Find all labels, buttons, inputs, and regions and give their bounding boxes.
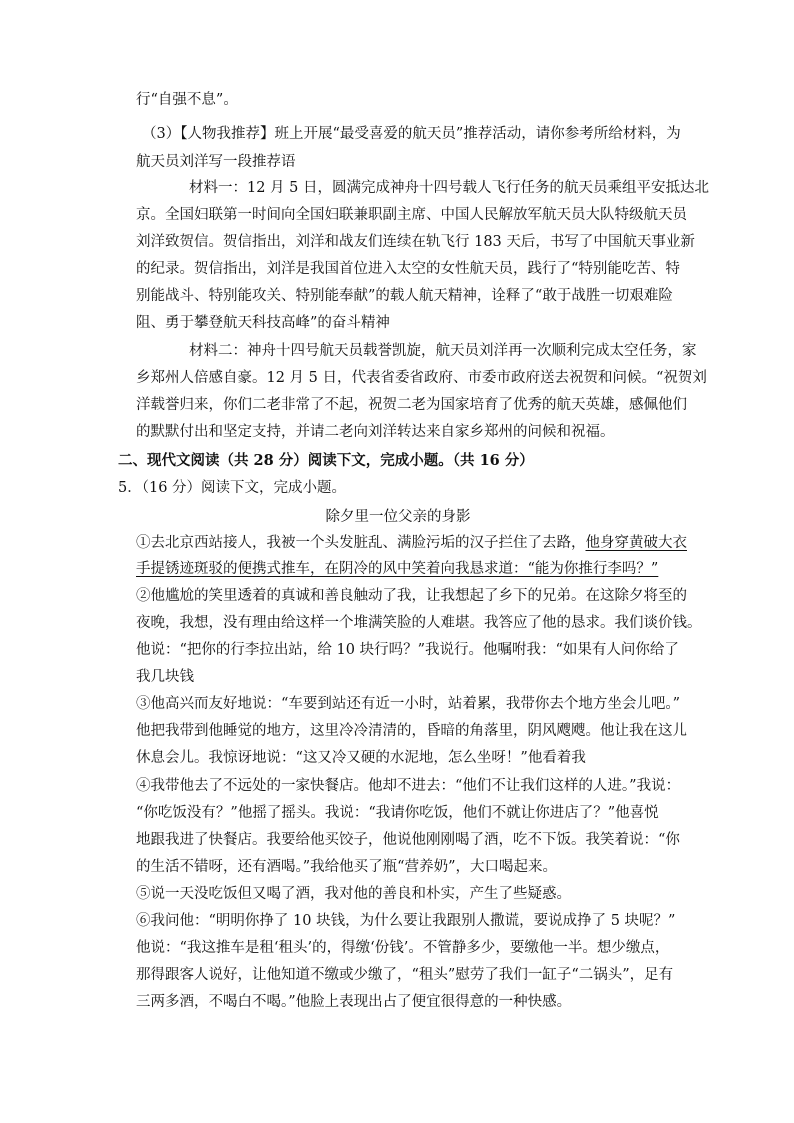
paragraph-3-start: ③他高兴而友好地说：“车要到站还有近一小时，站着累，我带你去个地方坐会儿吧。” xyxy=(136,696,681,712)
text-line: 我几块钱 xyxy=(136,669,194,685)
text-line: 他说：“我这推车是租‘租头’的，得缴‘份钱’。不管静多少，要缴他一半。想少缴点， xyxy=(136,940,670,956)
question-5-heading: 5．（16 分）阅读下文，完成小题。 xyxy=(118,480,347,496)
text-line: 休息会儿。我惊讶地说：“这又冷又硬的水泥地，怎么坐呀！”他看着我 xyxy=(136,750,586,766)
text-line: 他说：“把你的行李拉出站，给 10 块行吗？”我说行。他嘱咐我：“如果有人问你给了 xyxy=(136,642,679,658)
paragraph-2-start: ②他尴尬的笑里透着的真诚和善良触动了我，让我想起了乡下的兄弟。在这除夕将至的 xyxy=(136,588,687,604)
paragraph-1-line xyxy=(136,533,687,553)
underlined-sentence: 手提锈迹斑驳的便携式推车，在阴冷的风中笑着向我恳求道：“能为你推行李吗？” xyxy=(136,561,659,577)
text-line: 阻、勇于攀登航天科技高峰”的奋斗精神 xyxy=(136,315,390,331)
text-line: 的纪录。贺信指出，刘洋是我国首位进入太空的女性航天员，践行了“特别能吃苦、特 xyxy=(136,261,680,277)
text-line: 夜晚，我想，没有理由给这样一个堆满笑脸的人难堪。我答应了他的恳求。我们谈价钱。 xyxy=(136,615,702,631)
text-line: 京。全国妇联第一时间向全国妇联兼职副主席、中国人民解放军航天员大队特级航天员 xyxy=(136,207,687,223)
underlined-sentence: 他身穿黄破大衣 xyxy=(585,535,687,551)
paragraph-1-text: ①去北京西站接人，我被一个头发脏乱、满脸污垢的汉子拦住了去路， xyxy=(136,535,586,551)
section-heading: 二、现代文阅读（共 28 分）阅读下文，完成小题。（共 16 分） xyxy=(118,452,534,469)
paragraph-4-start: ④我带他去了不远处的一家快餐店。他却不进去：“他们不让我们这样的人进。”我说： xyxy=(136,778,681,794)
text-line: 他把我带到他睡觉的地方，这里冷冷清清的，昏暗的角落里，阴风飕飕。他让我在这儿 xyxy=(136,723,687,739)
text-line: 的生活不错呀，还有酒喝。”我给他买了瓶“营养奶”，大口喝起来。 xyxy=(136,859,557,875)
text-line: 行“自强不息”。 xyxy=(136,92,238,108)
text-line: “你吃饭没有？”他摇了摇头。我说：“我请你吃饭，他们不就让你进店了？”他喜悦 xyxy=(136,805,659,821)
text-line: 三两多酒，不喝白不喝。”他脸上表现出占了便宜很得意的一种快感。 xyxy=(136,994,572,1010)
article-title: 除夕里一位父亲的身影 xyxy=(325,509,471,525)
text-line: 的默默付出和坚定支持，并请二老向刘洋转达来自家乡郑州的问候和祝福。 xyxy=(136,424,615,440)
text-line: 乡郑州人倍感自豪。12 月 5 日，代表省委省政府、市委市政府送去祝贺和问候。“祝贺刘 xyxy=(136,370,707,386)
question-3-prompt: （3）【人物我推荐】班上开展“最受喜爱的航天员”推荐活动，请你参考所给材料，为 xyxy=(142,126,681,142)
text-line: 洋载誉归来，你们二老非常了不起，祝贺二老为国家培育了优秀的航天英雄，感佩他们 xyxy=(136,397,687,413)
text-line: 地跟我进了快餐店。我要给他买饺子，他说他刚刚喝了酒，吃不下饭。我笑着说：“你 xyxy=(136,832,680,848)
text-line: 航天员刘洋写一段推荐语 xyxy=(136,154,296,170)
paragraph-5: ⑤说一天没吃饭但又喝了酒，我对他的善良和朴实，产生了些疑惑。 xyxy=(136,886,571,902)
text-line: 那得跟客人说好，让他知道不缴或少缴了，“租头”慰劳了我们一缸子“二锅头”，足有 xyxy=(136,967,674,983)
material-1-start: 材料一：12 月 5 日，圆满完成神舟十四号载人飞行任务的航天员乘组平安抵达北 xyxy=(189,180,710,196)
paragraph-6-start: ⑥我问他：“明明你挣了 10 块钱，为什么要让我跟别人撒谎，要说成挣了 5 块呢？” xyxy=(136,913,676,929)
text-line: 刘洋致贺信。贺信指出，刘洋和战友们连续在轨飞行 183 天后，书写了中国航天事业新 xyxy=(136,234,695,250)
text-line: 别能战斗、特别能攻关、特别能奉献”的载人航天精神，诠释了“敢于战胜一切艰难险 xyxy=(136,288,673,304)
material-2-start: 材料二：神舟十四号航天员载誉凯旋，航天员刘洋再一次顺利完成太空任务，家 xyxy=(189,343,697,359)
